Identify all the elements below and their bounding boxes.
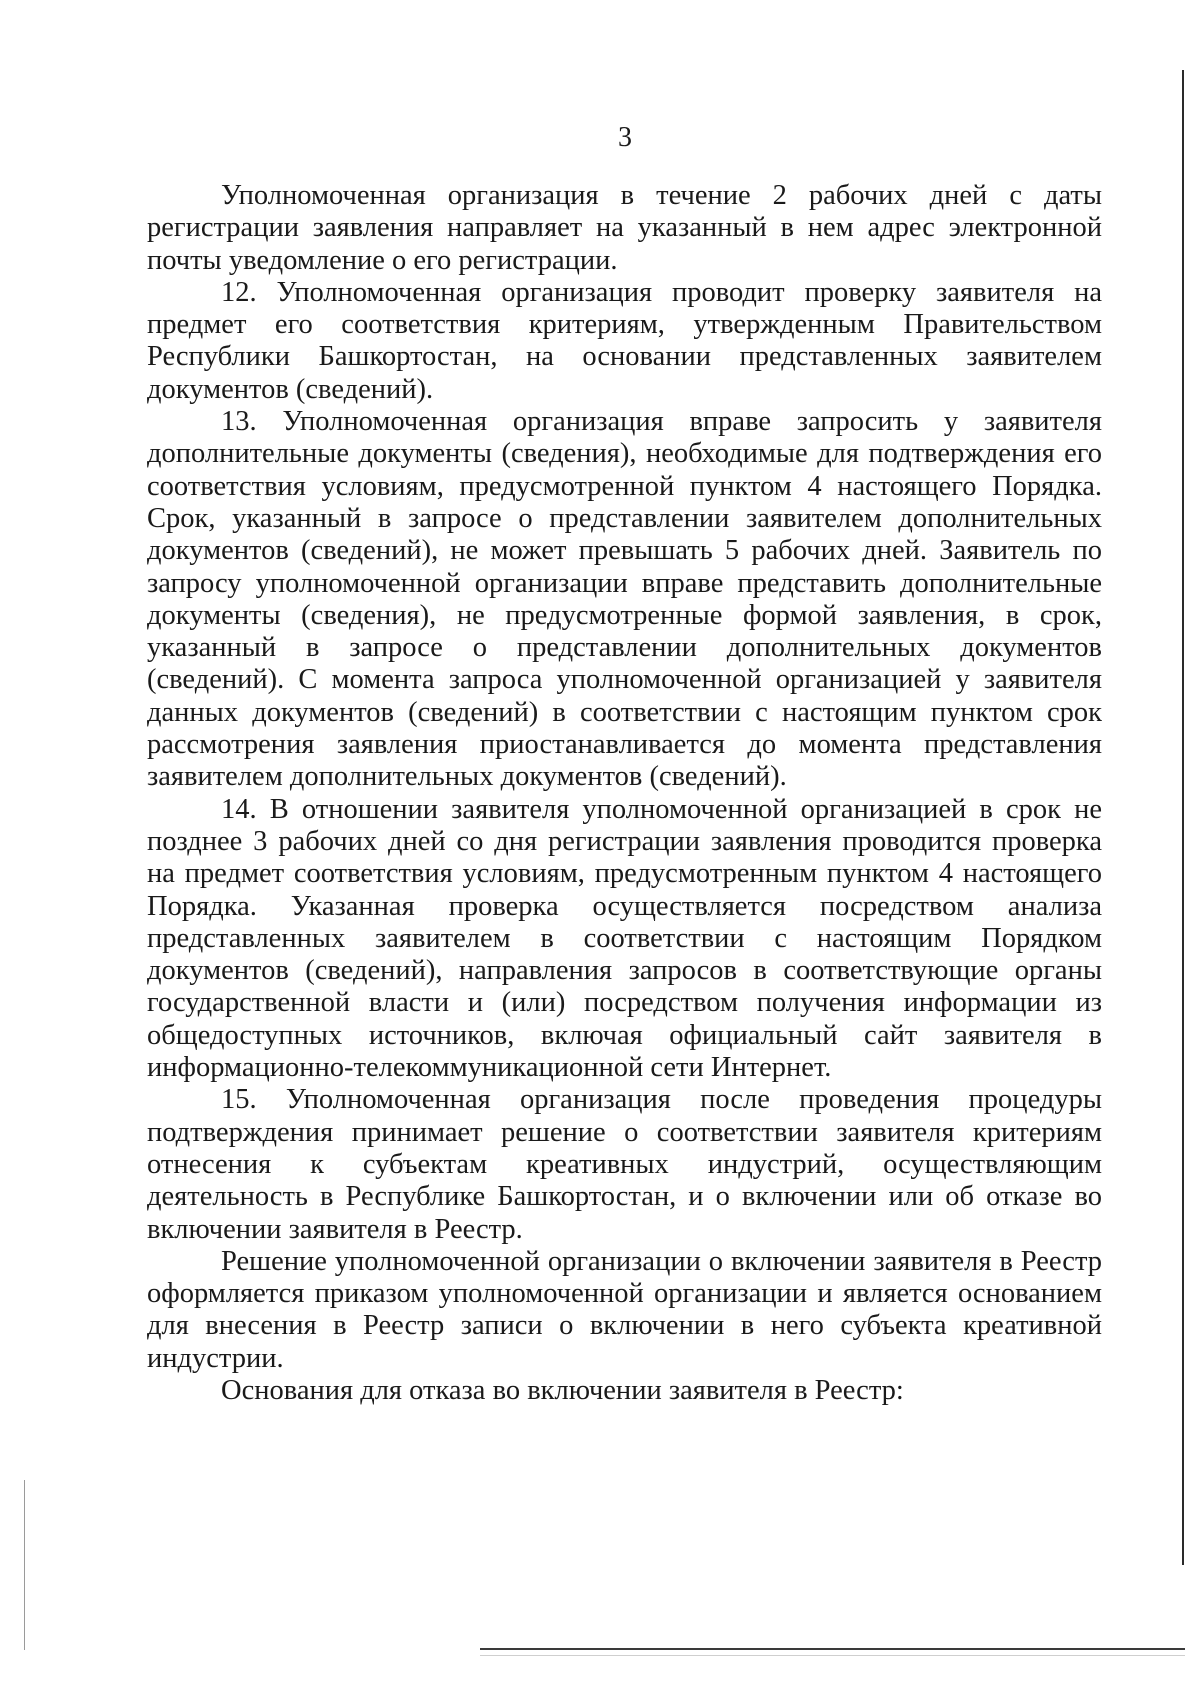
scan-border-right (1182, 70, 1184, 1565)
scan-border-left (24, 1480, 25, 1650)
paragraph-decision: Решение уполномоченной организации о включении заявителя в Реестр оформляется приказом уполномоченной организации и является основанием для внесения в Реестр записи о включении в него субъекта креативной индустрии. (147, 1245, 1102, 1374)
paragraph-12: 12. Уполномоченная организация проводит проверку заявителя на предмет его соответствия критериям, утвержденным Правительством Республики Башкортостан, на основании представленных заявителем документов (сведений). (147, 276, 1102, 405)
paragraph-15: 15. Уполномоченная организация после проведения процедуры подтверждения принимает решение о соответствии заявителя критериям отнесения к субъектам креативных индустрий, осуществляющим деятельность в Республике Башкортостан, и о включении или об отказе во включении заявителя в Реестр. (147, 1084, 1102, 1245)
scan-border-bottom (480, 1648, 1185, 1650)
scan-border-bottom-shadow (480, 1655, 1185, 1656)
paragraph-13: 13. Уполномоченная организация вправе запросить у заявителя дополнительные документы (сведения), необходимые для подтверждения его соответствия условиям, предусмотренной пунктом 4 настоящего Порядка. Срок, указанный в запросе о представлении заявителем дополнительных документов (сведений), не может превышать 5 рабочих дней. Заявитель по запросу уполномоченной организации вправе представить дополнительные документы (сведения), не предусмотренные формой заявления, в срок, указанный в запросе о представлении дополнительных документов (сведений). С момента запроса уполномоченной организацией у заявителя данных документов (сведений) в соответствии с настоящим пунктом срок рассмотрения заявления приостанавливается до момента представления заявителем дополнительных документов (сведений). (147, 406, 1102, 793)
page-number: 3 (618, 122, 632, 153)
paragraph-14: 14. В отношении заявителя уполномоченной организацией в срок не позднее 3 рабочих дней со дня регистрации заявления проводится проверка на предмет соответствия условиям, предусмотренным пунктом 4 настоящего Порядка. Указанная проверка осуществляется посредством анализа представленных заявителем в соответствии с настоящим Порядком документов (сведений), направления запросов в соответствующие органы государственной власти и (или) посредством получения информации из общедоступных источников, включая официальный сайт заявителя в информационно-телекоммуникационной сети Интернет. (147, 793, 1102, 1084)
document-body (147, 180, 1102, 1407)
paragraph-registration-notice: Уполномоченная организация в течение 2 рабочих дней с даты регистрации заявления направляет на указанный в нем адрес электронной почты уведомление о его регистрации. (147, 180, 1102, 276)
paragraph-refusal-grounds: Основания для отказа во включении заявителя в Реестр: (221, 1374, 904, 1406)
